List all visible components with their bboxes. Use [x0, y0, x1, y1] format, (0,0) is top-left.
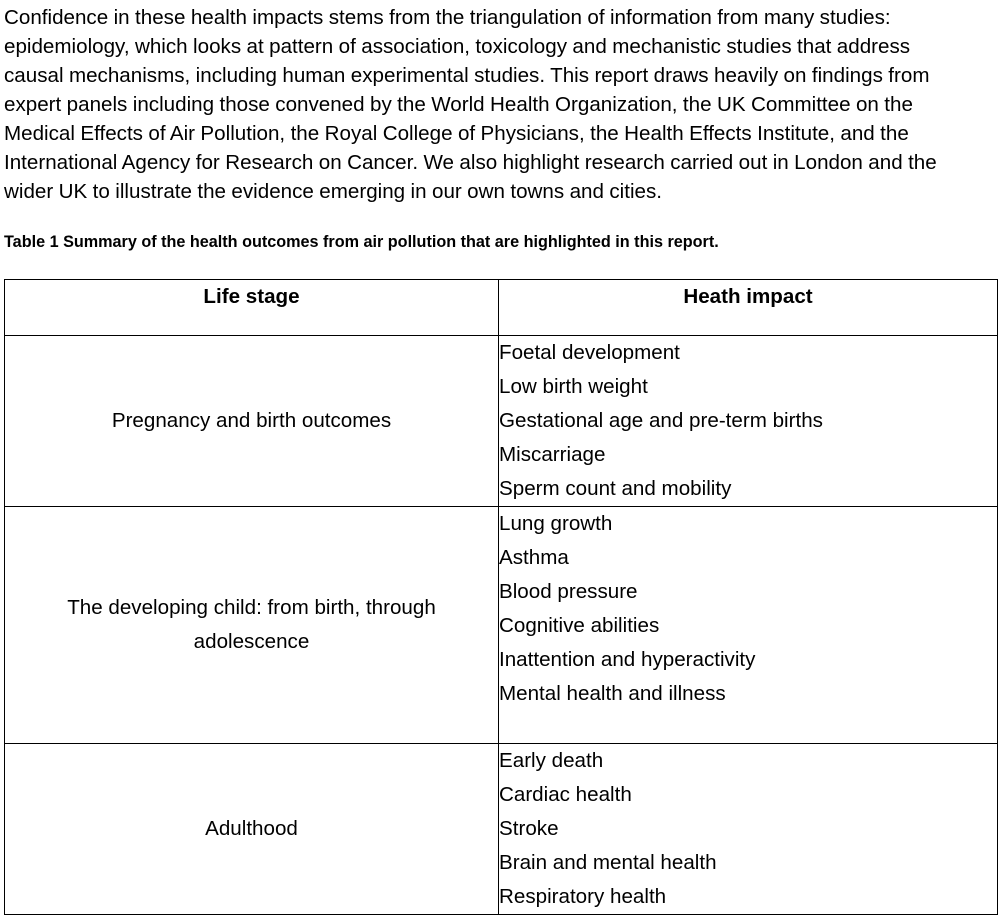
- paragraph-line: Confidence in these health impacts stems from the triangulation of information from many studies:: [4, 6, 891, 29]
- life-stage-label: adolescence: [193, 630, 310, 653]
- health-impact-cell: [499, 744, 998, 915]
- life-stage-label: The developing child: from birth, through: [67, 596, 436, 619]
- life-stage-cell: [5, 744, 499, 915]
- impact-item: Stroke: [499, 817, 559, 840]
- impact-item: Asthma: [499, 546, 569, 569]
- impact-item: Sperm count and mobility: [499, 477, 732, 500]
- intro-paragraph: [4, 3, 1000, 206]
- table-row: [5, 744, 998, 915]
- impact-item: Low birth weight: [499, 375, 648, 398]
- paragraph-line: Medical Effects of Air Pollution, the Royal College of Physicians, the Health Effects Institute, and the: [4, 122, 909, 145]
- paragraph-line: wider UK to illustrate the evidence emerging in our own towns and cities.: [4, 180, 663, 203]
- impact-item: Foetal development: [499, 341, 680, 364]
- impact-item: Respiratory health: [499, 885, 667, 908]
- life-stage-label: Pregnancy and birth outcomes: [111, 409, 392, 432]
- impact-item: Cognitive abilities: [499, 614, 660, 637]
- impact-item: Gestational age and pre-term births: [499, 409, 823, 432]
- impact-item: Blood pressure: [499, 580, 638, 603]
- life-stage-label: Adulthood: [205, 817, 298, 840]
- health-impact-cell: [499, 507, 998, 744]
- life-stage-cell: [5, 336, 499, 507]
- paragraph-line: causal mechanisms, including human experimental studies. This report draws heavily on findings from: [4, 64, 930, 87]
- table-caption: Table 1 Summary of the health outcomes from air pollution that are highlighted in this report.: [4, 233, 719, 251]
- impact-item: Early death: [499, 749, 604, 772]
- table-row: [5, 507, 998, 744]
- health-outcomes-table: [4, 279, 998, 915]
- impact-item: Mental health and illness: [499, 682, 726, 705]
- impact-item: Cardiac health: [499, 783, 632, 806]
- impact-item: Inattention and hyperactivity: [499, 648, 756, 671]
- paragraph-line: International Agency for Research on Cancer. We also highlight research carried out in London and the: [4, 151, 937, 174]
- column-header-life-stage: Life stage: [5, 280, 499, 336]
- health-impact-cell: [499, 336, 998, 507]
- impact-item: Lung growth: [499, 512, 613, 535]
- table-row: [5, 336, 998, 507]
- life-stage-cell: [5, 507, 499, 744]
- table-header-row: [5, 280, 998, 336]
- impact-item: Brain and mental health: [499, 851, 717, 874]
- column-header-health-impact: Heath impact: [499, 280, 998, 336]
- impact-item: Miscarriage: [499, 443, 606, 466]
- paragraph-line: epidemiology, which looks at pattern of association, toxicology and mechanistic studies that address: [4, 35, 911, 58]
- paragraph-line: expert panels including those convened by the World Health Organization, the UK Committee on the: [4, 93, 913, 116]
